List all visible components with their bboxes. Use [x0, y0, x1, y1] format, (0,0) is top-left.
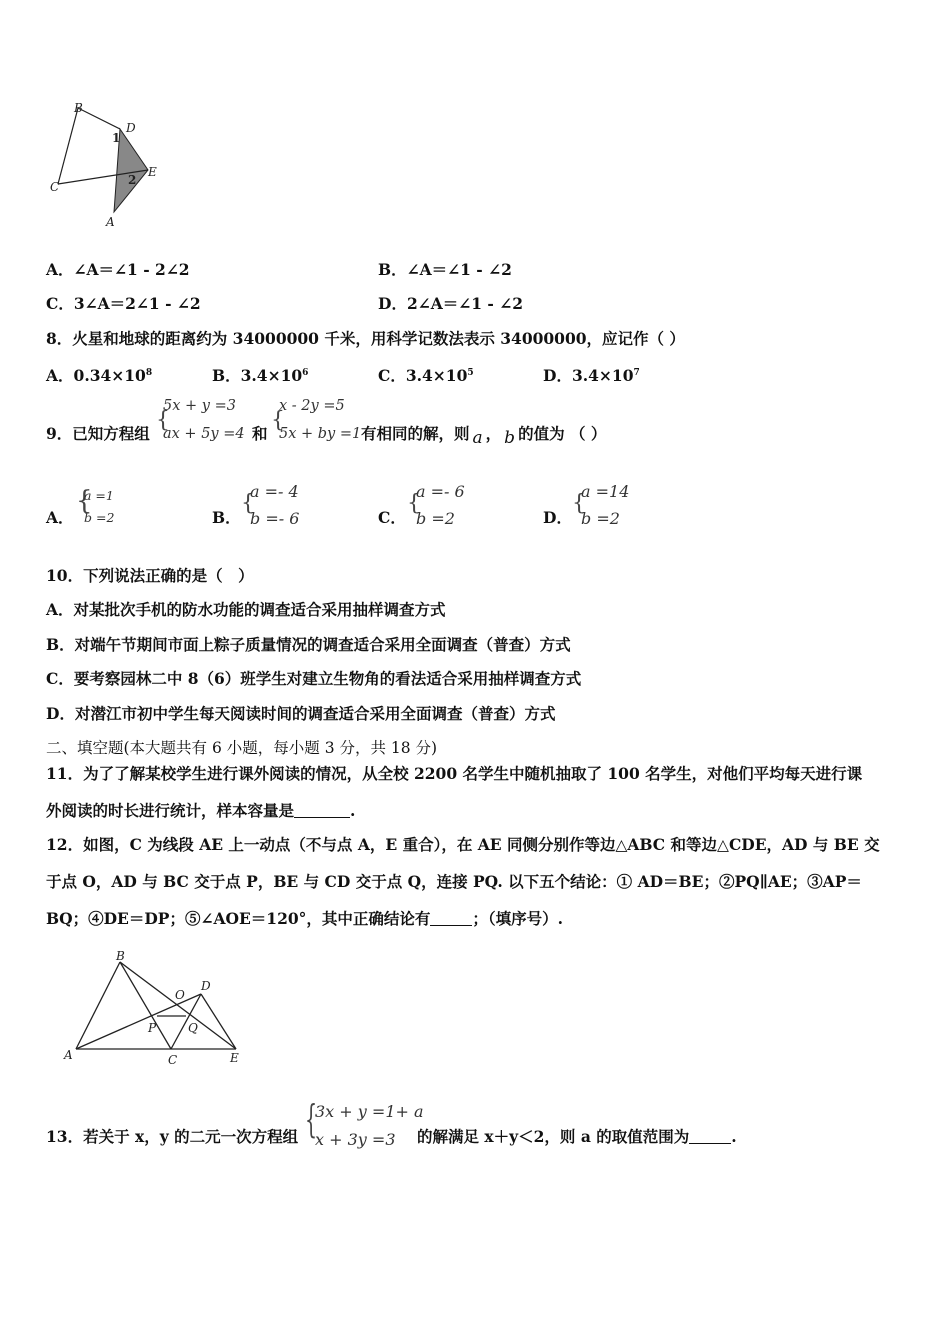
- q7-figure: [44, 98, 164, 234]
- q9-brace-1: {: [156, 408, 170, 433]
- q9-sys2-eq2: 5x + by =1: [279, 426, 362, 442]
- q9-option-d-l2: b =2: [581, 509, 620, 528]
- q9-sys1-eq2: ax + 5y =4: [163, 426, 245, 442]
- q9-var-b: b: [504, 428, 516, 448]
- q7-option-d: D．2∠A＝∠1 - ∠2: [378, 294, 524, 313]
- q12-line1: 12．如图，C 为线段 AE 上一动点（不与点 A，E 重合），在 AE 同侧分别作等边△ABC 和等边△CDE，AD 与 BE 交: [46, 835, 880, 854]
- fig12-label-A: A: [64, 1048, 73, 1062]
- q10-option-d: D．对潜江市初中学生每天阅读时间的调查适合采用全面调查（普查）方式: [46, 704, 556, 723]
- q9-option-b-label: B．: [212, 508, 241, 527]
- fig12-label-B: B: [116, 949, 125, 963]
- q13-sys-eq1: 3x + y =1+ a: [315, 1102, 424, 1121]
- q13-suffix: 的解满足 x＋y＜2，则 a 的取值范围为 .: [417, 1127, 737, 1146]
- q10-stem: 10．下列说法正确的是（ ）: [46, 566, 254, 585]
- q9-option-b-l2: b =- 6: [250, 509, 300, 528]
- q9-option-c-l1: a =- 6: [416, 482, 465, 501]
- q13-answer-blank: [689, 1129, 731, 1144]
- q9-brace-2: {: [271, 408, 285, 433]
- q12-figure: [58, 944, 258, 1072]
- q9-option-d-brace: {: [572, 491, 586, 516]
- q13-sys-eq2: x + 3y =3: [315, 1130, 396, 1149]
- q9-option-d-l1: a =14: [581, 482, 630, 501]
- q9-option-a-brace: {: [76, 486, 93, 516]
- q11-line1: 11．为了了解某校学生进行课外阅读的情况，从全校 2200 名学生中随机抽取了 100 名学生，对他们平均每天进行课: [46, 764, 863, 783]
- q12-answer-blank: [430, 911, 472, 926]
- q10-option-c: C．要考察园林二中 8（6）班学生对建立生物角的看法适合采用抽样调查方式: [46, 669, 582, 688]
- q9-sys2-eq1: x - 2y =5: [279, 398, 345, 414]
- q11-answer-blank: [294, 803, 350, 818]
- q8-option-b: B．$3.4\times 10^6$: [212, 366, 309, 385]
- q7-option-b: B．∠A＝∠1 - ∠2: [378, 260, 512, 279]
- fig7-label-E: E: [148, 165, 157, 179]
- q9-var-a: a: [472, 428, 483, 448]
- q13-prefix: 13．若关于 x，y 的二元一次方程组: [46, 1127, 299, 1146]
- q12-line2: 于点 O，AD 与 BC 交于点 P，BE 与 CD 交于点 Q，连接 PQ. 以下五个结论：① AD＝BE；②PQ∥AE；③AP＝: [46, 872, 862, 891]
- q8-stem: 8．火星和地球的距离约为 34000000 千米，用科学记数法表示 34000000，应记作（ ）: [46, 329, 685, 348]
- q8-option-c: C．$3.4\times 10^5$: [378, 366, 474, 385]
- q9-option-b-l1: a =- 4: [250, 482, 299, 501]
- fig7-label-D: D: [126, 121, 136, 135]
- q10-option-a: A．对某批次手机的防水功能的调查适合采用抽样调查方式: [46, 600, 446, 619]
- q9-mid: 和: [252, 424, 268, 443]
- fig12-label-Q: Q: [188, 1021, 198, 1035]
- q9-option-a-label: A．: [46, 508, 74, 527]
- fig7-label-C: C: [50, 180, 60, 194]
- q9-sys1-eq1: 5x + y =3: [163, 398, 236, 414]
- fig7-label-1: 1: [112, 131, 121, 145]
- q9-option-c-brace: {: [407, 491, 421, 516]
- fig12-label-E: E: [230, 1051, 239, 1065]
- q9-option-a-l1: a =1: [84, 488, 114, 503]
- q11-line2: 外阅读的时长进行统计，样本容量是 .: [46, 801, 356, 820]
- fig7-label-2: 2: [128, 173, 137, 187]
- fig12-label-O: O: [175, 988, 185, 1002]
- q13-brace: {: [305, 1097, 318, 1141]
- q9-option-b-brace: {: [241, 491, 255, 516]
- q7-option-a: A．∠A＝∠1 - 2∠2: [46, 260, 190, 279]
- fig7-label-A: A: [106, 215, 115, 229]
- fig7-label-B: B: [74, 101, 83, 115]
- q10-option-b: B．对端午节期间市面上粽子质量情况的调查适合采用全面调查（普查）方式: [46, 635, 571, 654]
- q9-option-c-l2: b =2: [416, 509, 455, 528]
- q9-option-d-label: D．: [543, 508, 572, 527]
- q7-option-c: C．3∠A＝2∠1 - ∠2: [46, 294, 201, 313]
- q12-line3: BQ；④DE＝DP；⑤∠AOE＝120°，其中正确结论有 ；（填序号）.: [46, 909, 564, 928]
- q9-suffix: 有相同的解，则 a ， b 的值为 （ ）: [361, 424, 607, 448]
- fig12-label-P: P: [148, 1021, 157, 1035]
- q9-option-a-l2: b =2: [84, 510, 115, 525]
- q9-prefix: 9．已知方程组: [46, 424, 150, 443]
- fig12-label-D: D: [201, 979, 211, 993]
- q8-option-d: D．$3.4\times 10^7$: [543, 366, 640, 385]
- section-2-heading: 二、填空题(本大题共有 6 小题，每小题 3 分，共 18 分): [46, 739, 438, 757]
- q8-option-a: A．$0.34\times 10^8$: [46, 366, 153, 385]
- q9-option-c-label: C．: [378, 508, 406, 527]
- fig12-label-C: C: [168, 1053, 178, 1067]
